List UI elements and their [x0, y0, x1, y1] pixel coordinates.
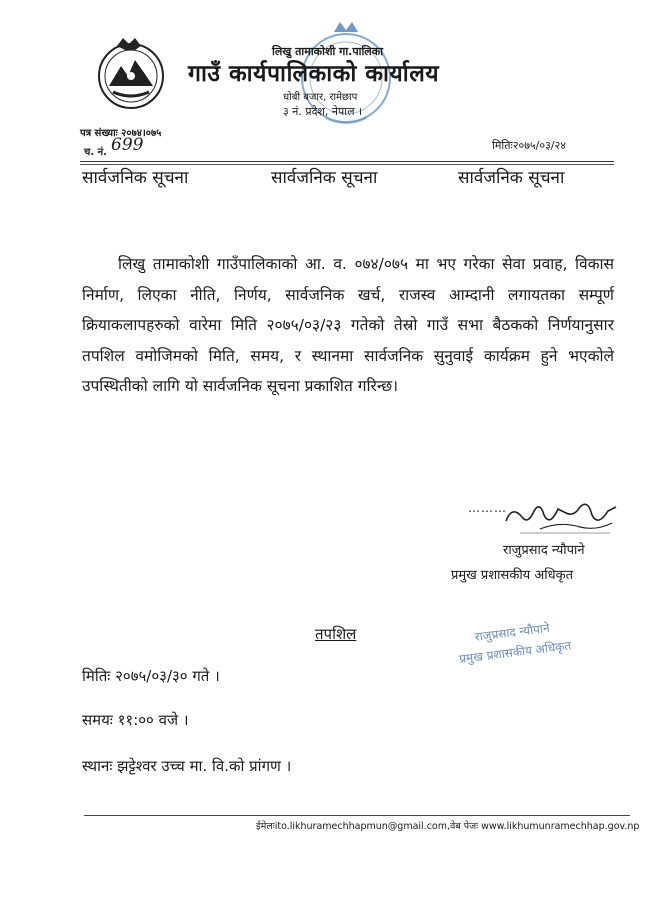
signatory-name: राजुप्रसाद न्यौपाने [503, 543, 585, 558]
address-line-1: धोबी बजार, रामेछाप [283, 92, 358, 103]
nepal-emblem-icon [95, 36, 167, 110]
schedule-date: मितिः २०७५/०३/३० गते । [82, 667, 220, 685]
header-divider [80, 161, 614, 162]
signatory-stamp [456, 611, 611, 677]
notice-heading-3: सार्वजनिक सूचना [458, 168, 565, 188]
stamp-name: राजुप्रसाद न्यौपाने [473, 620, 551, 644]
org-title: गाउँ कार्यपालिकाको कार्यालय [188, 61, 440, 87]
letter-date: मितिः२०७५/०३/२४ [492, 139, 566, 152]
org-subtitle: लिखु तामाकोशी गा.पालिका [272, 45, 384, 58]
schedule-venue: स्थानः झट्टेश्वर उच्च मा. वि.को प्रांगण । [82, 757, 292, 775]
schedule-time: समयः ११:०० वजे । [82, 711, 189, 729]
schedule-title: तपशिल [315, 625, 357, 643]
footer-contact: ईमेलःito.likhuramechhapmun@gmail.com,वेब पेजः www.likhumunramechhap.gov.np [256, 821, 640, 832]
chalani-label: च. नं. [84, 147, 107, 158]
notice-body: लिखु तामाकोशी गाउँपालिकाको आ. व. ०७४/०७५ मा भए गरेका सेवा प्रवाह, विकास निर्माण, लिएका नीति, निर्णय, सार्वजनिक खर्च, राजस्व आम्दानी लगायतका सम्पूर्ण क्रियाकलापहरुको वारेमा मिति २०७५/०३/२३ गतेको तेस्रो गाउँ सभा बैठकको निर्णयानुसार तपशिल वमोजिमको मिति, समय, र स्थानमा सार्वजनिक सुनुवाई कार्यक्रम हुने भएकोले उपस्थितीको लागि यो सार्वजनिक सूचना प्रकाशित गरिन्छ। [82, 255, 614, 395]
address-line-2: ३ नं. प्रदेश, नेपाल । [283, 105, 363, 118]
signatory-title: प्रमुख प्रशासकीय अधिकृत [451, 568, 574, 583]
notice-heading-2: सार्वजनिक सूचना [271, 168, 378, 188]
letter-number: पत्र संख्याः २०७४।०७५ [80, 128, 162, 139]
notice-heading-1: सार्वजनिक सूचना [82, 168, 189, 188]
footer-divider [84, 815, 630, 816]
chalani-number: 699 [111, 135, 144, 155]
handwritten-signature-icon [500, 491, 620, 541]
stamp-title: प्रमुख प्रशासकीय अधिकृत [458, 638, 572, 667]
signature-dots: ……… [468, 501, 507, 515]
